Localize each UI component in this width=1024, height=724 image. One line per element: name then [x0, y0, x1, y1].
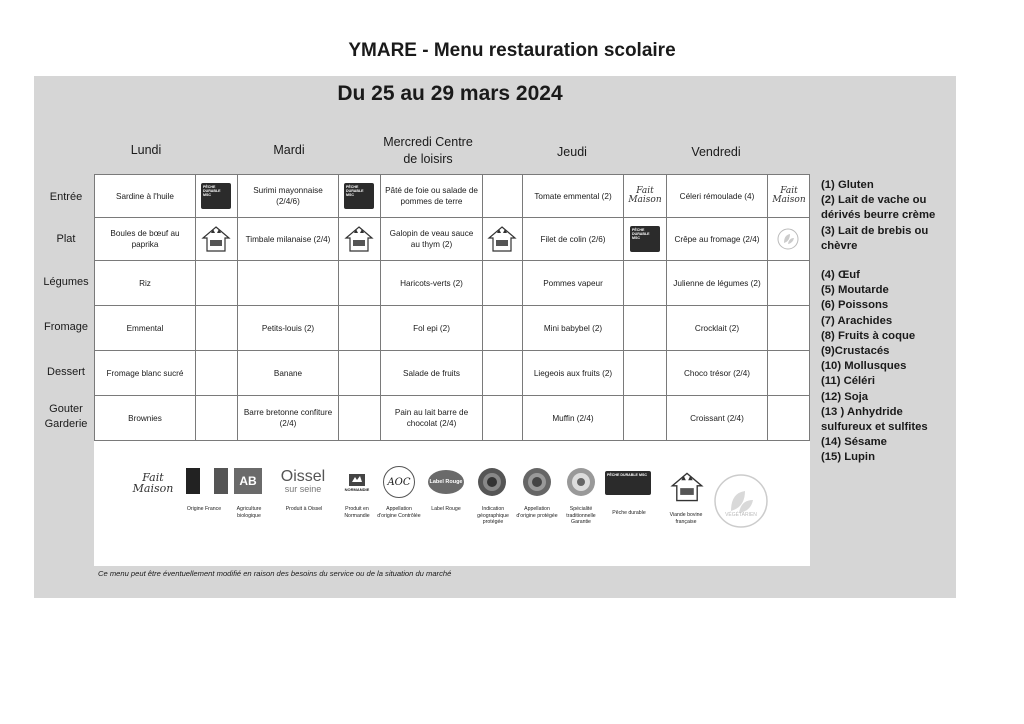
msc-icon: PÊCHE DURABLE MSC — [343, 182, 375, 210]
cell-lundi-legumes: Riz — [139, 278, 151, 288]
legend-origine-france: Origine France — [186, 506, 222, 512]
cell-jeudi-plat: Filet de colin (2/6) — [540, 234, 606, 244]
cell-mardi-gouter: Barre bretonne confiture (2/4) — [243, 408, 333, 428]
cell-mardi-plat: Timbale milanaise (2/4) — [245, 234, 331, 244]
legend-aop: Appellation d'origine protégée — [516, 506, 558, 519]
cell-mercredi-entree: Pâté de foie ou salade de pommes de terre — [385, 186, 478, 206]
row-label-fromage: Fromage — [43, 321, 89, 333]
legend-produit-oissel: Produit à Oissel — [285, 506, 323, 512]
cell-mercredi-plat: Galopin de veau sauce au thym (2) — [389, 229, 474, 249]
date-range: Du 25 au 29 mars 2024 — [337, 82, 563, 105]
cell-lundi-fromage: Emmental — [126, 323, 164, 333]
footer-note: Ce menu peut être éventuellement modifié en raison des besoins du service ou de la situation du marché — [98, 569, 452, 578]
day-header-mercredi: Mercredi Centre de loisirs — [383, 135, 473, 166]
cell-mardi-legumes — [238, 261, 338, 305]
cell-vendredi-legumes: Julienne de légumes (2) — [673, 278, 761, 288]
cell-lundi-plat: Boules de bœuf au paprika — [110, 229, 180, 249]
day-header-mardi: Mardi — [273, 143, 305, 157]
cell-jeudi-entree: Tomate emmental (2) — [534, 191, 612, 201]
aop-icon — [520, 466, 554, 498]
cell-jeudi-dessert: Liegeois aux fruits (2) — [533, 368, 613, 378]
vegetarien-logo: VÉGÉTARIEN — [712, 472, 770, 530]
normandie-icon: NORMANDIE — [338, 468, 376, 496]
viande-bovine-francaise-icon — [486, 224, 518, 254]
legend-peche-durable: Pêche durable — [612, 510, 646, 516]
cell-vendredi-entree: Céleri rémoulade (4) — [679, 191, 755, 201]
page-title: YMARE - Menu restauration scolaire — [348, 40, 676, 61]
cell-vendredi-plat: Crêpe au fromage (2/4) — [674, 234, 760, 244]
cell-lundi-gouter: Brownies — [128, 413, 162, 423]
cell-vendredi-fromage: Crocklait (2) — [694, 323, 740, 333]
oissel-logo: Oissel sur seine — [280, 467, 326, 494]
legend-agriculture-bio: Agriculture biologique — [236, 506, 262, 519]
viande-bovine-francaise-icon — [200, 224, 232, 254]
fait-maison-icon: Fait Maison — [772, 186, 806, 205]
viande-bovine-francaise-icon — [343, 224, 375, 254]
cell-jeudi-legumes: Pommes vapeur — [543, 278, 603, 288]
cell-vendredi-gouter: Croissant (2/4) — [690, 413, 744, 423]
peche-durable-msc-icon: PÊCHE DURABLE MSC — [604, 470, 652, 496]
cell-mardi-dessert: Banane — [273, 368, 303, 378]
allergen-list: (1) Gluten (2) Lait de vache ou dérivés beurre crème (3) Lait de brebis ou chèvre (4) Œuf (5) Moutarde (6) Poissons (7) Arachides (8) Fruits à coque (9)Crustacés (10) Mollusques (11) Céléri (12) Soja (13 ) Anhydride sulfureux et sulfites (14) Sésame (15) Lupin — [821, 179, 936, 464]
row-label-legumes: Légumes — [43, 276, 89, 288]
cell-jeudi-gouter: Muffin (2/4) — [552, 413, 594, 423]
cell-mercredi-gouter: Pain au lait barre de chocolat (2/4) — [394, 408, 469, 428]
legend-aoc: Appellation d'origine Contrôlée — [377, 506, 421, 519]
cell-jeudi-fromage: Mini babybel (2) — [543, 323, 603, 333]
legend-produit-normandie: Produit en Normandie — [344, 506, 370, 519]
cell-mercredi-legumes: Haricots-verts (2) — [400, 278, 463, 288]
cell-mardi-fromage: Petits-louis (2) — [261, 323, 315, 333]
day-header-jeudi: Jeudi — [557, 145, 587, 159]
day-header-vendredi: Vendredi — [691, 145, 741, 159]
row-label-plat: Plat — [56, 233, 76, 245]
msc-icon: PÊCHE DURABLE MSC — [629, 224, 661, 254]
igp-icon — [475, 466, 509, 498]
legend-label-rouge: Label Rouge — [431, 506, 461, 512]
viande-bovine-logo — [668, 470, 706, 504]
cell-mercredi-dessert: Salade de fruits — [403, 368, 460, 378]
cell-lundi-dessert: Fromage blanc sucré — [106, 368, 184, 378]
day-header-lundi: Lundi — [130, 143, 162, 157]
legend-igp: Indication géographique protégée — [477, 506, 509, 526]
cell-lundi-entree: Sardine à l'huile — [115, 191, 174, 201]
cell-vendredi-dessert: Choco trésor (2/4) — [684, 368, 750, 378]
row-label-dessert: Dessert — [47, 366, 85, 378]
cell-mercredi-fromage: Fol epi (2) — [413, 323, 450, 333]
fait-maison-logo: Fait Maison — [132, 471, 174, 495]
legend-stg: Spécialité traditionnelle Garantie — [566, 506, 596, 526]
aoc-icon: AOC — [382, 466, 416, 498]
fait-maison-icon: Fait Maison — [628, 186, 662, 205]
origine-france-flag-icon — [182, 467, 232, 495]
cell-mardi-entree: Surimi mayonnaise (2/4/6) — [253, 186, 323, 206]
legend-viande-bovine: Viande bovine française — [669, 512, 703, 525]
msc-icon: PÊCHE DURABLE MSC — [200, 182, 232, 210]
row-label-entree: Entrée — [49, 191, 83, 203]
agriculture-biologique-icon: AB — [234, 468, 262, 494]
stg-icon — [564, 466, 598, 498]
label-rouge-icon: Label Rouge — [427, 469, 465, 495]
vegetarien-icon — [774, 226, 802, 252]
row-label-gouter: Gouter Garderie — [44, 403, 88, 430]
menu-grid — [94, 174, 810, 441]
